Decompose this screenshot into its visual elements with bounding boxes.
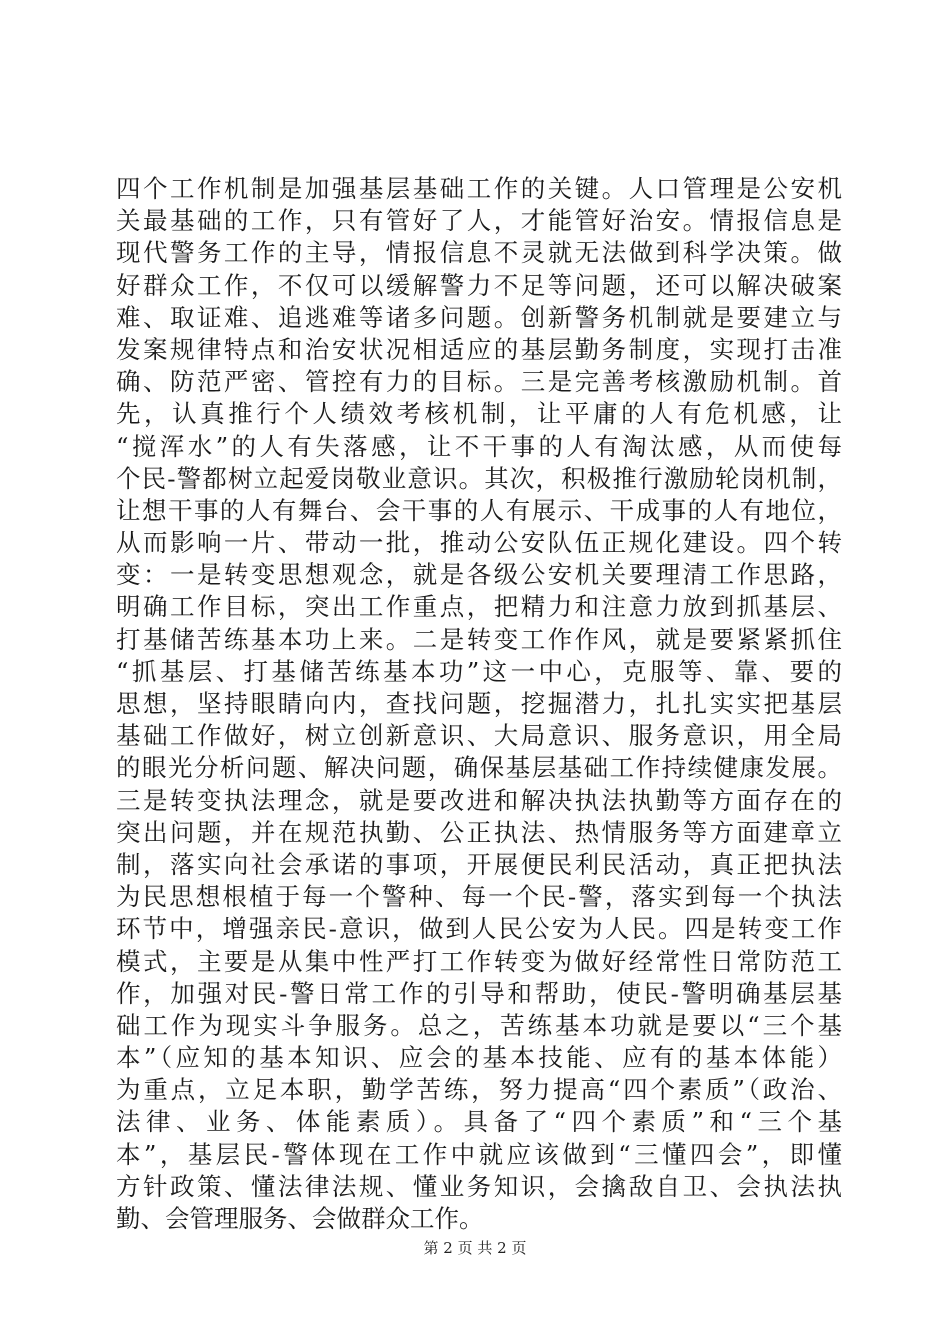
text-line: 为重点，立足本职，勤学苦练，努力提高“四个素质”（政治、 <box>116 1075 842 1105</box>
text-line: 方针政策、懂法律法规、懂业务知识，会擒敌自卫、会执法执 <box>116 1171 842 1201</box>
body-paragraph <box>116 173 842 1235</box>
text-line: 关最基础的工作，只有管好了人，才能管好治安。情报信息是 <box>116 206 842 236</box>
text-line: 个民-警都树立起爱岗敬业意识。其次，积极推行激励轮岗机制， <box>116 463 842 493</box>
text-line: 三是转变执法理念，就是要改进和解决执法执勤等方面存在的 <box>116 785 842 815</box>
text-line: 作，加强对民-警日常工作的引导和帮助，使民-警明确基层基 <box>116 978 842 1008</box>
text-line: 础工作为现实斗争服务。总之，苦练基本功就是要以“三个基 <box>116 1010 842 1040</box>
text-line: 确、防范严密、管控有力的目标。三是完善考核激励机制。首 <box>116 367 842 397</box>
text-line: 模式，主要是从集中性严打工作转变为做好经常性日常防范工 <box>116 946 842 976</box>
text-line: 勤、会管理服务、会做群众工作。 <box>116 1204 484 1233</box>
text-line: 好群众工作，不仅可以缓解警力不足等问题，还可以解决破案 <box>116 270 842 300</box>
text-line: “搅浑水”的人有失落感，让不干事的人有淘汰感，从而使每 <box>116 431 842 461</box>
text-line: 制，落实向社会承诺的事项，开展便民利民活动，真正把执法 <box>116 849 842 879</box>
text-line: 本”，基层民-警体现在工作中就应该做到“三懂四会”，即懂 <box>116 1139 842 1169</box>
text-line: 变：一是转变思想观念，就是各级公安机关要理清工作思路， <box>116 560 842 590</box>
text-line: 明确工作目标，突出工作重点，把精力和注意力放到抓基层、 <box>116 592 842 622</box>
text-line: 让想干事的人有舞台、会干事的人有展示、干成事的人有地位， <box>116 495 842 525</box>
text-line: 法律、业务、体能素质）。具备了“四个素质”和“三个基 <box>116 1107 842 1137</box>
text-line: 难、取证难、追逃难等诸多问题。创新警务机制就是要建立与 <box>116 302 842 332</box>
text-line: 四个工作机制是加强基层基础工作的关键。人口管理是公安机 <box>116 174 842 203</box>
text-line: 发案规律特点和治安状况相适应的基层勤务制度，实现打击准 <box>116 334 842 364</box>
text-line: 环节中，增强亲民-意识，做到人民公安为人民。四是转变工作 <box>116 914 842 944</box>
text-line: 现代警务工作的主导，情报信息不灵就无法做到科学决策。做 <box>116 238 842 268</box>
text-line: 思想，坚持眼睛向内，查找问题，挖掘潜力，扎扎实实把基层 <box>116 689 842 718</box>
page-footer: 第 2 页 共 2 页 <box>423 1239 527 1257</box>
text-line: “抓基层、打基储苦练基本功”这一中心，克服等、靠、要的 <box>116 656 842 686</box>
text-line: 的眼光分析问题、解决问题，确保基层基础工作持续健康发展。 <box>116 753 842 783</box>
text-line: 先，认真推行个人绩效考核机制，让平庸的人有危机感，让 <box>116 399 842 429</box>
text-line: 打基储苦练基本功上来。二是转变工作作风，就是要紧紧抓住 <box>116 624 842 654</box>
text-line: 突出问题，并在规范执勤、公正执法、热情服务等方面建章立 <box>116 817 842 847</box>
text-line: 基础工作做好，树立创新意识、大局意识、服务意识，用全局 <box>116 721 842 751</box>
text-line: 为民思想根植于每一个警种、每一个民-警，落实到每一个执法 <box>116 882 842 912</box>
text-line: 从而影响一片、带动一批，推动公安队伍正规化建设。四个转 <box>116 528 842 558</box>
text-line: 本”（应知的基本知识、应会的基本技能、应有的基本体能） <box>116 1043 842 1073</box>
